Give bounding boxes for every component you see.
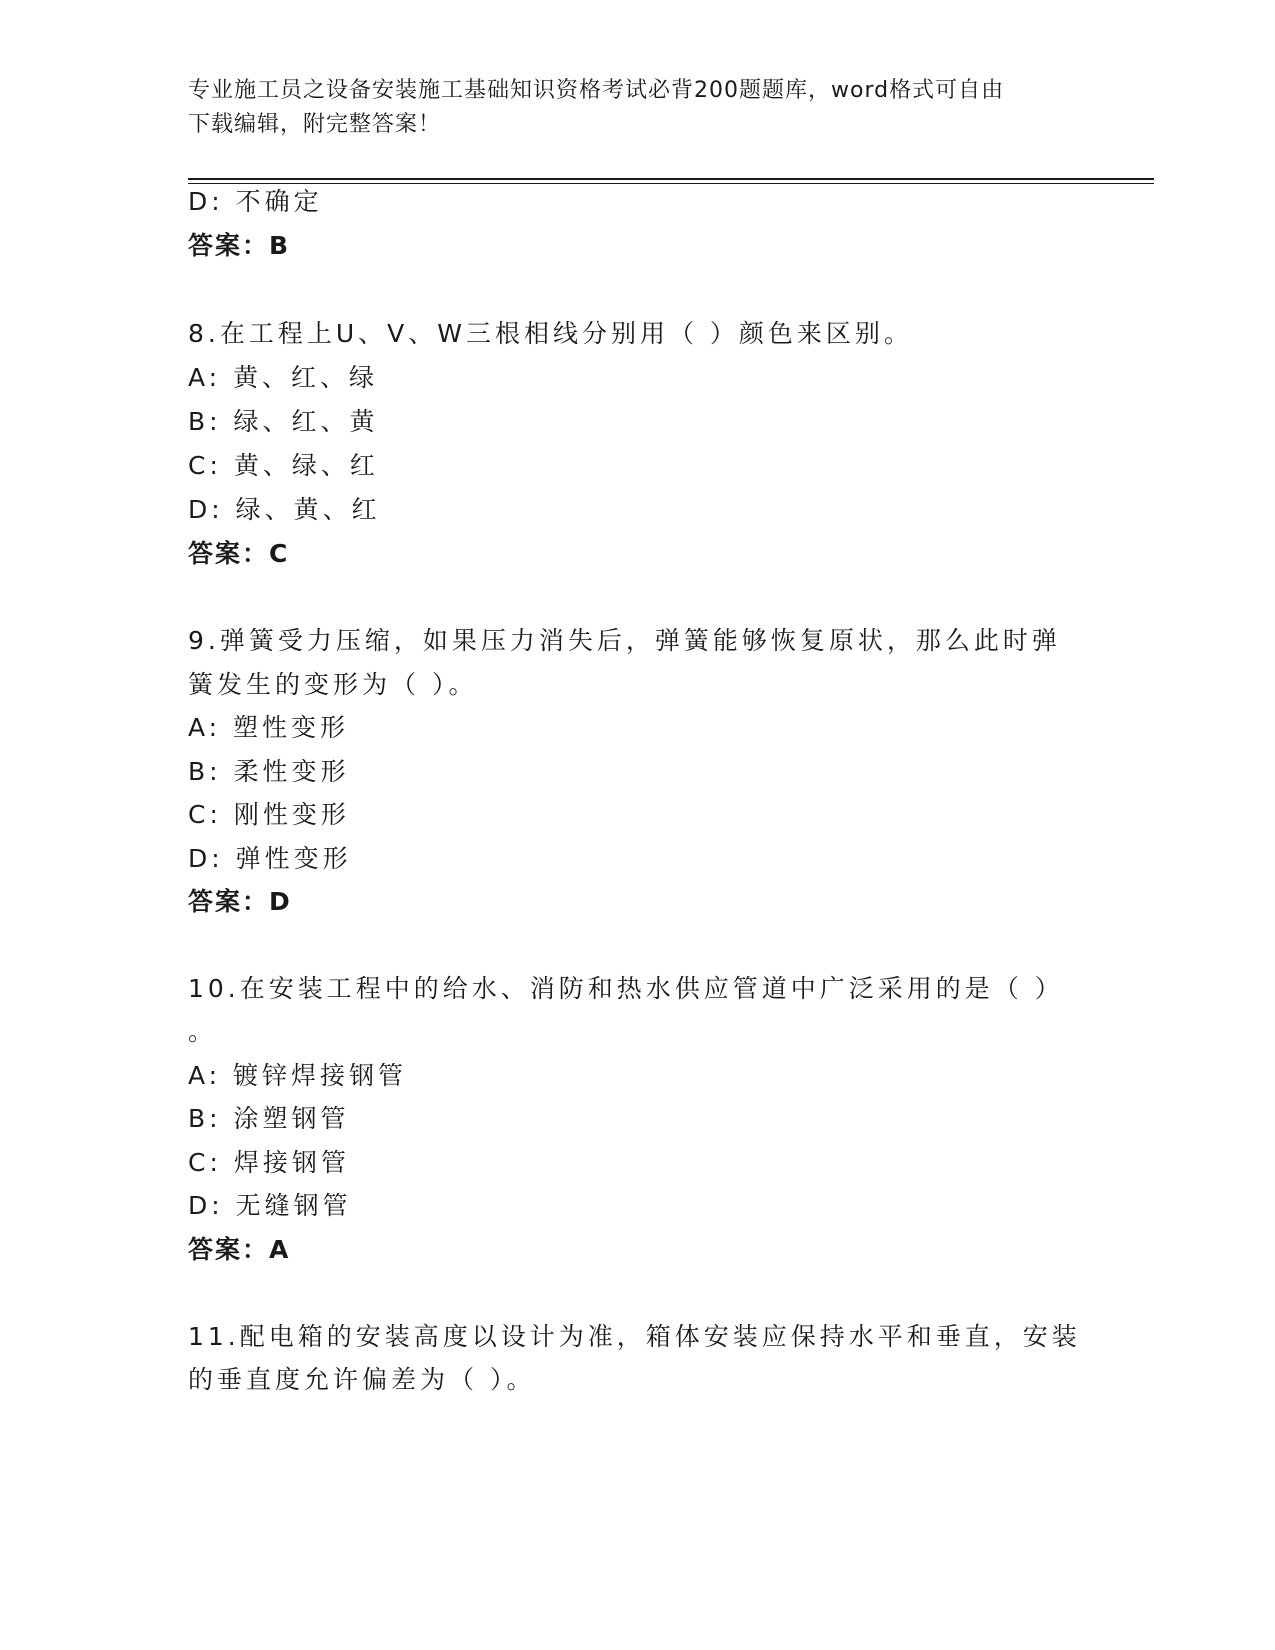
q10-option-c: C: 焊接钢管 [188, 1148, 350, 1177]
document-header [188, 74, 1088, 142]
q9-question-line-1: 9.弹簧受力压缩，如果压力消失后，弹簧能够恢复原状，那么此时弹 [188, 626, 1061, 655]
q10-answer: 答案：A [188, 1235, 291, 1264]
header-divider-thin [188, 183, 1154, 184]
q11-question-line-1: 11.配电箱的安装高度以设计为准，箱体安装应保持水平和垂直，安装 [188, 1322, 1081, 1351]
q8-option-c: C: 黄、绿、红 [188, 451, 379, 480]
header-line-1: 专业施工员之设备安装施工基础知识资格考试必背200题题库，word格式可自由 [188, 78, 1005, 103]
q9-option-d: D: 弹性变形 [188, 844, 352, 873]
q8-answer: 答案：C [188, 539, 290, 568]
header-divider [188, 178, 1154, 180]
q10-option-b: B: 涂塑钢管 [188, 1104, 350, 1133]
q10-option-d: D: 无缝钢管 [188, 1191, 352, 1220]
q10-question-line-2: 。 [188, 1017, 218, 1046]
q7-answer: 答案：B [188, 231, 291, 260]
header-line-2: 下载编辑，附完整答案！ [188, 112, 442, 137]
q9-option-b: B: 柔性变形 [188, 757, 350, 786]
q8-question: 8.在工程上U、V、W三根相线分别用（ ）颜色来区别。 [188, 319, 913, 348]
q8-option-a: A: 黄、红、绿 [188, 363, 379, 392]
q8-option-b: B: 绿、红、黄 [188, 407, 379, 436]
q10-option-a: A: 镀锌焊接钢管 [188, 1061, 408, 1090]
q7-option-d: D: 不确定 [188, 187, 323, 216]
q9-option-c: C: 刚性变形 [188, 800, 350, 829]
q11-question-line-2: 的垂直度允许偏差为（ ）。 [188, 1365, 536, 1394]
q9-answer: 答案：D [188, 887, 292, 916]
q8-option-d: D: 绿、黄、红 [188, 495, 381, 524]
q9-option-a: A: 塑性变形 [188, 713, 350, 742]
q9-question-line-2: 簧发生的变形为（ ）。 [188, 670, 478, 699]
q10-question-line-1: 10.在安装工程中的给水、消防和热水供应管道中广泛采用的是（ ） [188, 974, 1064, 1003]
